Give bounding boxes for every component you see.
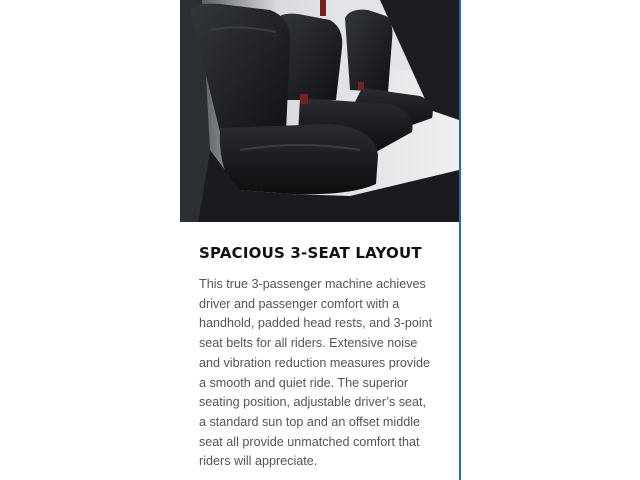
- seat-photo: [180, 0, 459, 222]
- description-line: seat all provide unmatched comfort that: [199, 434, 420, 449]
- description-line: handhold, padded head rests, and 3-point: [199, 316, 433, 331]
- feature-title: SPACIOUS 3-SEAT LAYOUT: [199, 244, 422, 262]
- description-line: a smooth and quiet ride. The superior: [199, 375, 409, 390]
- card-right-border: [459, 0, 461, 480]
- feature-description: [199, 275, 449, 472]
- description-line: a standard sun top and an offset middle: [199, 414, 421, 429]
- description-line: This true 3-passenger machine achieves: [199, 277, 426, 291]
- description-line: riders will appreciate.: [199, 454, 318, 469]
- description-line: and vibration reduction measures provide: [199, 355, 431, 370]
- feature-card: [180, 0, 459, 480]
- description-line: seating position, adjustable driver’s seat,: [199, 395, 427, 410]
- description-line: driver and passenger comfort with a: [199, 296, 400, 311]
- description-line: seat belts for all riders. Extensive noise: [199, 336, 418, 351]
